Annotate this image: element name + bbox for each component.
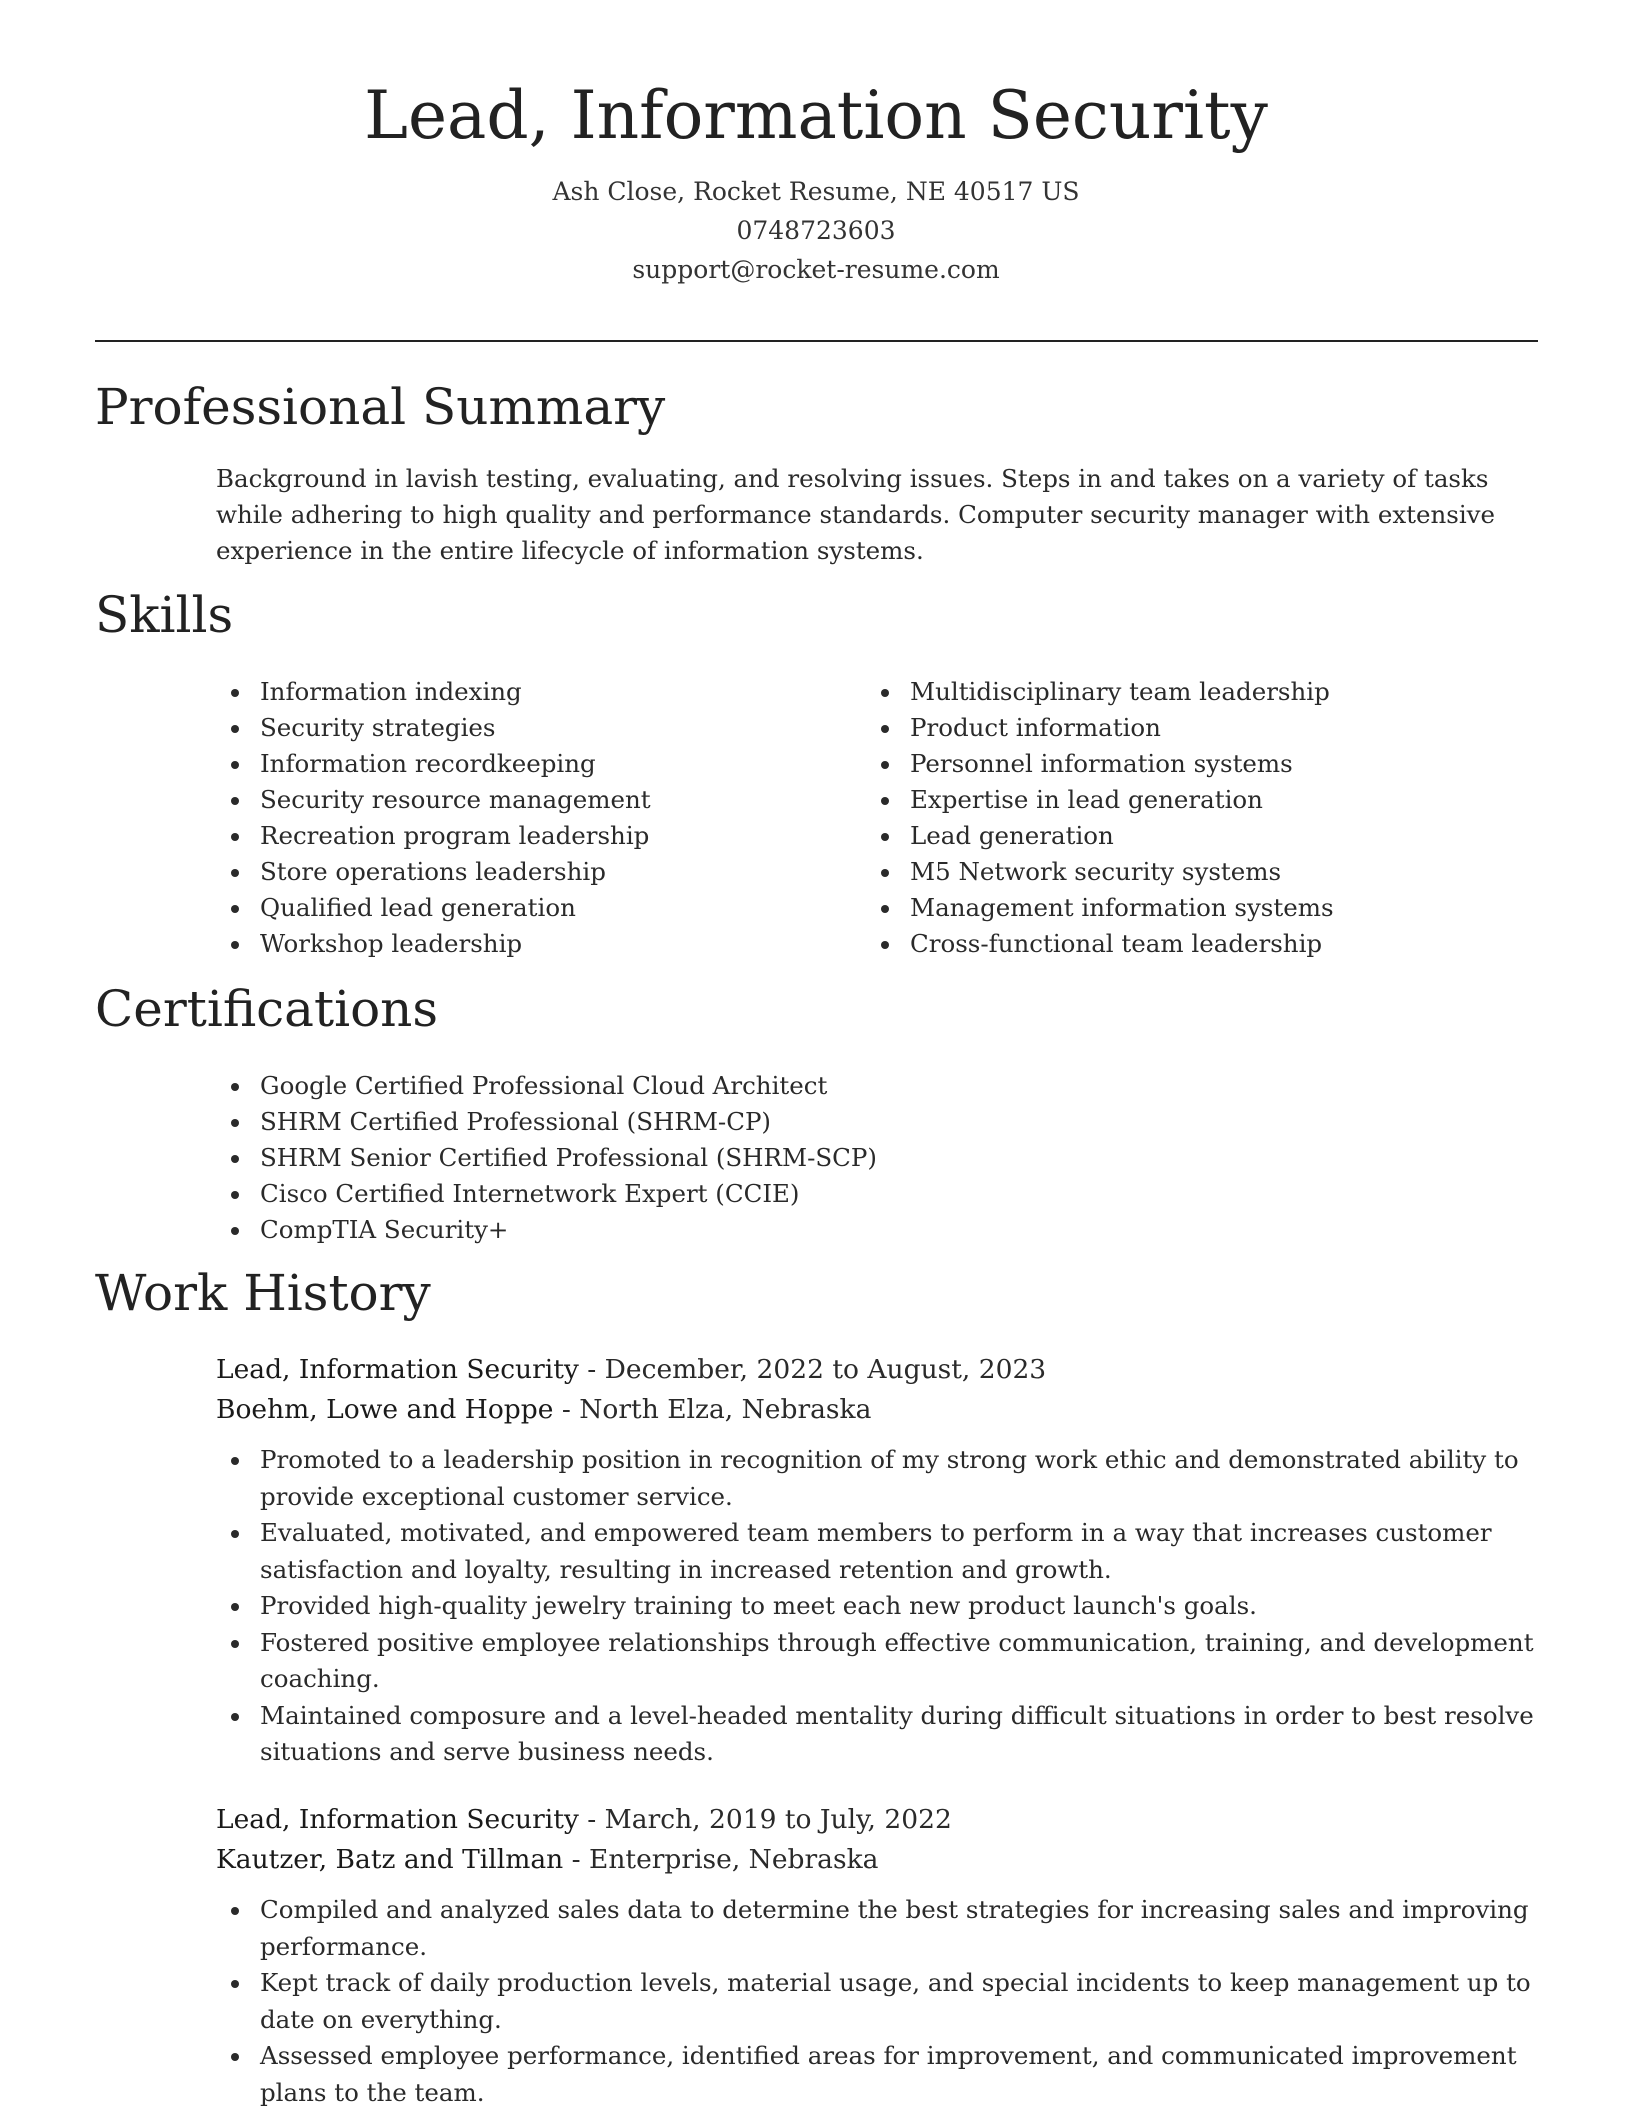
certifications-heading: Certifications (95, 980, 439, 1038)
skill-item: Security resource management (216, 782, 816, 818)
summary-text: Background in lavish testing, evaluating, and resolving issues. Steps in and takes on a variety of tasks while adhering to high quality and performance standards. Computer security manager with extensive experience in the entire lifecycle of information systems. (216, 464, 1496, 565)
skill-item: Qualified lead generation (216, 890, 816, 926)
contact-phone: 0748723603 (736, 215, 896, 245)
contact-address: Ash Close, Rocket Resume, NE 40517 US (552, 176, 1080, 206)
summary-heading: Professional Summary (95, 378, 666, 436)
skills-column-1 (216, 674, 816, 962)
certification-item: SHRM Senior Certified Professional (SHRM-SCP) (216, 1140, 1216, 1176)
job-bullet: Kept track of daily production levels, material usage, and special incidents to keep management up to date on everything. (216, 1965, 1546, 2038)
job-title-line (216, 1800, 1546, 1840)
work-history-heading: Work History (95, 1264, 431, 1322)
skill-item: Product information (866, 710, 1546, 746)
job-company: Kautzer, Batz and Tillman (216, 1844, 564, 1875)
job-entry (216, 1350, 1546, 1771)
job-bullet: Promoted to a leadership position in recognition of my strong work ethic and demonstrated ability to provide exceptional customer service. (216, 1442, 1546, 1515)
skill-item: Recreation program leadership (216, 818, 816, 854)
certification-item: Cisco Certified Internetwork Expert (CCIE) (216, 1176, 1216, 1212)
skill-item: Management information systems (866, 890, 1546, 926)
job-bullet: Evaluated, motivated, and empowered team members to perform in a way that increases customer satisfaction and loyalty, resulting in increased retention and growth. (216, 1515, 1546, 1588)
job-entry (216, 1800, 1546, 2111)
certification-item: CompTIA Security+ (216, 1212, 1216, 1248)
skill-item: Cross-functional team leadership (866, 926, 1546, 962)
skill-item: Expertise in lead generation (866, 782, 1546, 818)
header-divider (95, 340, 1538, 342)
skill-item: Personnel information systems (866, 746, 1546, 782)
skill-item: Multidisciplinary team leadership (866, 674, 1546, 710)
skill-item: M5 Network security systems (866, 854, 1546, 890)
job-title-line (216, 1350, 1546, 1390)
skill-item: Store operations leadership (216, 854, 816, 890)
resume-header (0, 78, 1632, 289)
skill-item: Workshop leadership (216, 926, 816, 962)
job-location: - North Elza, Nebraska (553, 1394, 872, 1425)
certifications-list (216, 1068, 1216, 1248)
job-bullet: Provided high-quality jewelry training to meet each new product launch's goals. (216, 1588, 1546, 1625)
contact-block (0, 172, 1632, 289)
job-bullet: Fostered positive employee relationships through effective communication, training, and development coaching. (216, 1625, 1546, 1698)
job-dates: - March, 2019 to July, 2022 (578, 1804, 952, 1835)
job-company-line (216, 1390, 1546, 1430)
job-location: - Enterprise, Nebraska (563, 1844, 879, 1875)
job-role: Lead, Information Security (216, 1804, 579, 1835)
skills-column-2 (866, 674, 1546, 962)
job-bullet: Assessed employee performance, identified areas for improvement, and communicated improvement plans to the team. (216, 2038, 1546, 2111)
job-company-line (216, 1840, 1546, 1880)
contact-email: support@rocket-resume.com (632, 254, 1000, 284)
job-dates: - December, 2022 to August, 2023 (578, 1354, 1047, 1385)
job-company: Boehm, Lowe and Hoppe (216, 1394, 554, 1425)
certification-item: Google Certified Professional Cloud Architect (216, 1068, 1216, 1104)
job-role: Lead, Information Security (216, 1354, 579, 1385)
skill-item: Lead generation (866, 818, 1546, 854)
skills-heading: Skills (95, 586, 234, 644)
skill-item: Security strategies (216, 710, 816, 746)
job-bullets (216, 1442, 1546, 1771)
certification-item: SHRM Certified Professional (SHRM-CP) (216, 1104, 1216, 1140)
skill-item: Information indexing (216, 674, 816, 710)
job-bullet: Compiled and analyzed sales data to determine the best strategies for increasing sales and improving performance. (216, 1892, 1546, 1965)
resume-name: Lead, Information Security (364, 77, 1268, 154)
skill-item: Information recordkeeping (216, 746, 816, 782)
job-bullets (216, 1892, 1546, 2111)
job-bullet: Maintained composure and a level-headed mentality during difficult situations in order to best resolve situations and serve business needs. (216, 1698, 1546, 1771)
